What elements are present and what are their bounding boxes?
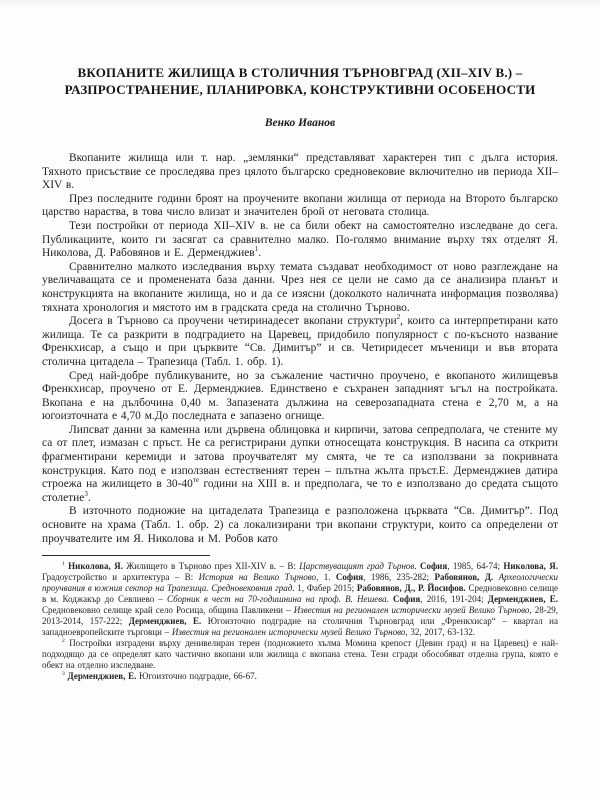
text-run: Известия на регионален исторически музей Велико Търново [171, 627, 406, 638]
text-run: София [393, 594, 421, 605]
text-run: Рабовянов, Д. [434, 572, 494, 583]
body-paragraph [42, 152, 558, 193]
text-run: . [414, 561, 420, 572]
page-title [42, 64, 558, 98]
text-run: В източното подножие на цитаделата Трапезица е разположена църквата “Св. Димитър”. Под основите на храма (Табл. 1. обр. 2) са локализирани три вкопани структури, които са определени от проучвателите им Я. Николова и М. Робов като [42, 505, 558, 545]
footnote [42, 561, 558, 638]
text-run: , 2016, 191-204; [420, 594, 488, 605]
author-name: Венко Иванов [264, 117, 336, 129]
text-run: , 1. [316, 572, 336, 583]
text-run: . [258, 247, 262, 260]
text-run: Рабовянов, Д., Р. Йосифов. [356, 583, 466, 594]
text-run: Известия на регионален исторически музей Велико Търново [293, 605, 530, 616]
body-paragraph [42, 261, 558, 315]
text-run: , 1986, 235-282; [363, 572, 435, 583]
footnote-marker: 3 [62, 671, 65, 678]
text-run: Постройки изградени върху денивелиран терен (подножието хълма Момина крепост (Девин град) и на Царевец) е най-подходящо да се определят като частично вкопани или жилища с вкопана стена. Тези сгради обособяват отделна група, която е обект на отделно изследване. [42, 638, 559, 671]
footnotes [42, 561, 558, 682]
text-run: София [335, 572, 364, 583]
text-run: Липсват данни за каменна или дървена облицовка и кирпичи, затова сепредполага, че стените му са от плет, измазан с пръст. Не са регистрирани дупки относещата конструкция. В насипа са открити фрагментирани керемиди и затова проучвателят му смята, че те са използвани за покривната конструкция. Като под е използван естественият терен – плътна жълта пръст.Е. Дерменджиев датира строежа на жилището в 30-40 [42, 423, 558, 491]
body-paragraph [42, 193, 558, 220]
text-run: Дерменджиев, Е. [487, 594, 559, 605]
text-run: . 1, Фабер 2015; [292, 583, 357, 594]
text-run: години на XIII в. и предполага, че то е използвано до средата същото столетие [42, 478, 559, 504]
text-run: Жилището в Търново през XII-XIV в. – В: [122, 561, 300, 572]
text-run: Средновековно селище в м. Коджакър до Севлиево – [42, 583, 559, 605]
text-run: Сборник в чест на 70-годишнина на проф. В. Нешева [167, 594, 387, 605]
text-run: Дерменджиев, Е. [128, 616, 202, 627]
text-run: София [419, 561, 448, 572]
body-paragraph [42, 424, 558, 506]
text-run: Николова, Я. [68, 561, 123, 572]
body-paragraph [42, 315, 558, 369]
text-run: През последните години броят на проучените вкопани жилища от периода на Второто българско царство нараства, в това число влизат и значителен брой от неговата столица. [42, 192, 558, 219]
text-run: Тези постройки от периода XII–XIV в. не са били обект на самостоятелно изследване до сега. Публикациите, които ги засягат са сравнително малко. По-голямо внимание върху тях отделят Я. Николова, Д. Рабовянов и Е. Дерменджиев [42, 219, 558, 260]
text-run: Сред най-добре публикуваните, но за съжаление частично проучено, е вкопаното жилищевъв Френкхисар, проучено от Е. Дерменджиев. Единствено е съхранен западният ъгъл на постройката. Вкопана е на дълбочина 0,40 м. Запазената дължина на северозападната стена е 2,70 м, а на югоизточната е 4,70 м.До последната е запазено огнище. [42, 369, 558, 423]
text-run: . [87, 491, 91, 504]
text-run: Югоизточно подградие на столичния Търновград или „Френкхисар“ – квартал на западноевропейските търговци – [42, 616, 558, 638]
text-run: Средновековно селище край село Росица, община Павликени – [42, 605, 294, 616]
text-run: . [386, 594, 394, 605]
text-run: , 1985, 64-74; [447, 561, 504, 572]
footnote-ref: те [192, 476, 199, 485]
text-run: Царствуващият град Търнов [299, 561, 415, 572]
text-run: Досега в Търново са проучени четиринадесет вкопани структури [69, 315, 397, 328]
text-run: , 28-29, 2013-2014, 157-222; [42, 605, 559, 627]
text-run: Николова, Я. [503, 561, 559, 572]
text-run: Вкопаните жилища или т. нар. „землянки“ представляват характерен тип с дълга история. Тяхното присъствие се проследява през цялото българско средновековие включително ив периода XII–XIV в. [42, 152, 558, 192]
text-run: Градоустройство и архитектура – В: [42, 572, 199, 583]
footnote [42, 671, 558, 682]
article-body [42, 152, 558, 546]
footnote [42, 638, 558, 671]
body-paragraph [42, 220, 558, 261]
footnote-separator [42, 555, 210, 556]
text-run: , които са интерпретирани като жилища. Те са разкрити в подградието на Царевец, придобило популярност с по-късното название Френкхисар, а също и при църквите “Св. Димитър” и св. Четиридесет мъченици и във втората столична цитадела – Трапезица (Табл. 1. обр. 1). [42, 315, 558, 368]
text-run: Археологически проучвания в южния сектор на Трапезица. Средновековния град [42, 572, 559, 594]
footnote-ref: 1 [254, 245, 259, 254]
footnote-marker: 2 [62, 638, 65, 645]
text-run: Дерменджиев, Е. [67, 671, 137, 682]
text-run: Сравнително малкото изследвания върху темата създават необходимост от ново разглеждане на увеличаващата се и променената база данни. Чрез нея се цели не само да се анализира планът и конструкцията на вкопаните жилища, но и да се изясни (доколкото наличната информация позволява) тяхната хронология и мястото им в градската среда на столично Търново. [42, 260, 558, 314]
page-title-line1: ВКОПАНИТЕ ЖИЛИЩА В СТОЛИЧНИЯ ТЪРНОВГРАД (XII–XIV В.) – [77, 65, 523, 80]
text-run: Югоизточно подградие, 66-67. [136, 671, 257, 682]
footnote-marker: 1 [62, 561, 65, 568]
footnote-ref: 2 [396, 313, 401, 322]
text-run: , 32, 2017, 63-132. [405, 627, 476, 638]
body-paragraph [42, 370, 558, 424]
page-title-line2: РАЗПРОСТРАНЕНИЕ, ПЛАНИРОВКА, КОНСТРУКТИВНИ ОСОБЕНОСТИ [64, 82, 536, 97]
body-paragraph [42, 505, 558, 546]
text-run: История на Велико Търново [198, 572, 317, 583]
footnote-ref: 3 [84, 490, 88, 499]
